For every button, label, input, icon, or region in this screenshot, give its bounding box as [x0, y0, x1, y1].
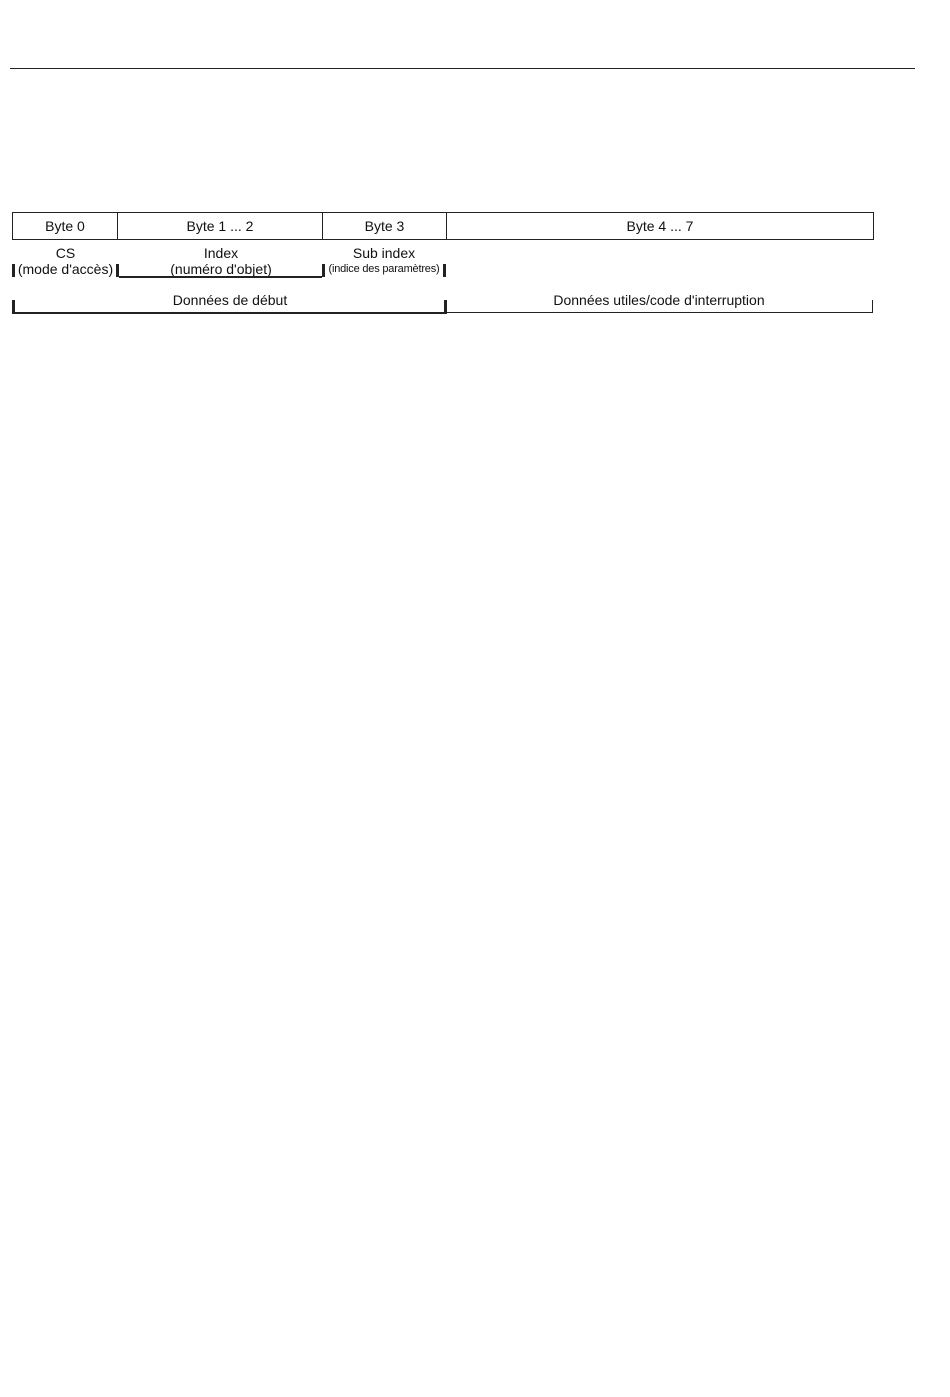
- start-data-bracket-line: [12, 312, 446, 314]
- field-subindex-name: Sub index: [352, 245, 416, 261]
- byte-cell-3: Byte 3: [323, 213, 447, 239]
- subindex-bracket-right-tick: [443, 264, 446, 277]
- payload-bracket-right-tick: [872, 300, 873, 313]
- field-index-desc: (numéro d'objet): [170, 261, 272, 277]
- field-cs-label: [12, 245, 119, 277]
- payload-bracket-line: [446, 312, 873, 313]
- start-data-label: Données de début: [172, 292, 288, 308]
- subindex-bracket-left-tick: [322, 264, 325, 277]
- field-cs-name: CS: [55, 245, 76, 261]
- byte-cell-1-2: Byte 1 ... 2: [118, 213, 323, 239]
- cs-bracket-left-tick: [12, 264, 15, 277]
- field-subindex-label: [322, 245, 446, 277]
- byte-layout-row: [12, 212, 874, 240]
- field-subindex-desc: (indice des paramètres): [328, 263, 440, 275]
- header-rule: [10, 68, 915, 69]
- field-index-label: [119, 245, 323, 277]
- index-bracket-line: [119, 276, 322, 278]
- payload-data-label: Données utiles/code d'interruption: [553, 292, 765, 308]
- byte-cell-0: Byte 0: [13, 213, 118, 239]
- byte-cell-4-7: Byte 4 ... 7: [626, 218, 694, 234]
- field-cs-desc: (mode d'accès): [17, 261, 114, 277]
- field-index-name: Index: [203, 245, 239, 261]
